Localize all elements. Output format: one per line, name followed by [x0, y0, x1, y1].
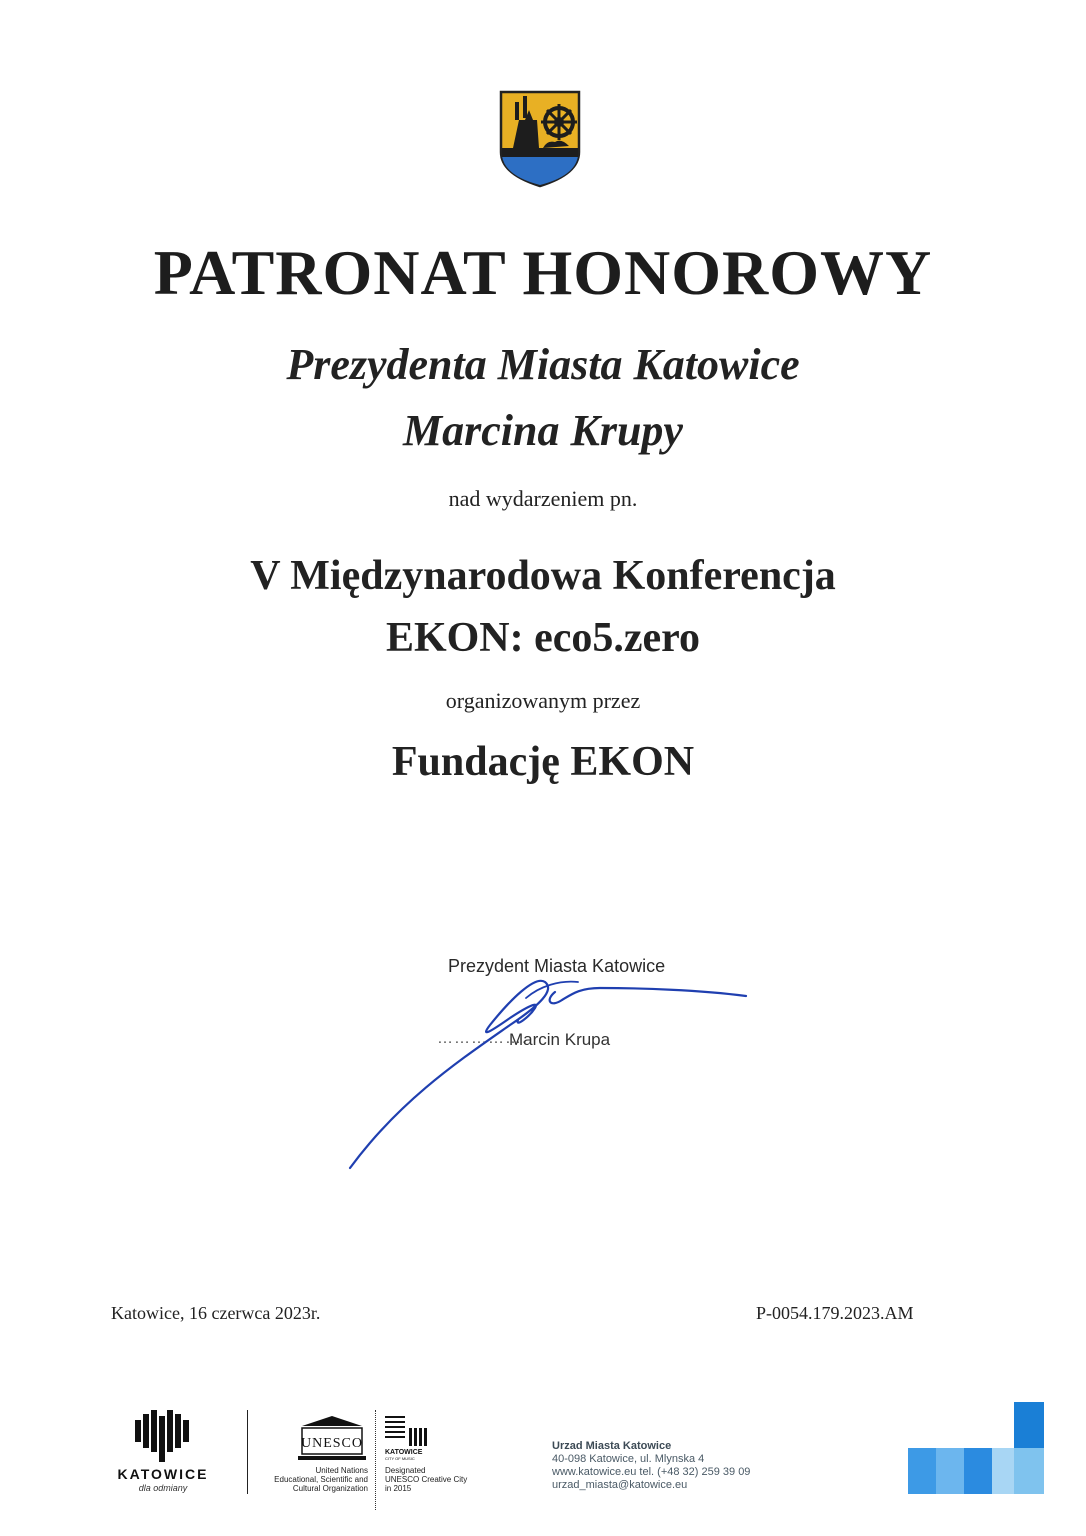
office-contact [552, 1440, 750, 1492]
music-line-3: in 2015 [385, 1484, 412, 1493]
unesco-line-3: Cultural Organization [292, 1484, 368, 1493]
event-name-line-2: EKON: eco5.zero [385, 615, 701, 661]
signature-name: Marcin Krupa [509, 1030, 611, 1049]
patron-line-2: Marcina Krupy [403, 406, 683, 455]
patron-line-1: Prezydenta Miasta Katowice [286, 340, 800, 389]
decorative-blue-blocks [908, 1402, 1048, 1494]
katowice-logo-name: KATOWICE [117, 1466, 209, 1482]
organized-by-text: organizowanym przez [445, 688, 641, 713]
handwritten-signature [340, 970, 760, 1180]
music-line-2: UNESCO Creative City [385, 1475, 468, 1484]
event-name-line-1: V Międzynarodowa Konferencja [250, 553, 836, 599]
unesco-caption [252, 1466, 368, 1493]
organizer-name: Fundację EKON [391, 739, 695, 785]
city-of-music-caption [385, 1466, 467, 1493]
office-name: Urzad Miasta Katowice [552, 1440, 672, 1452]
music-line-1: Designated [385, 1466, 426, 1475]
footer-divider [247, 1410, 248, 1494]
svg-text:UNESCO: UNESCO [300, 1436, 364, 1451]
unesco-line-2: Educational, Scientific and [274, 1475, 368, 1484]
katowice-logo-icon [133, 1410, 193, 1462]
office-web-phone: www.katowice.eu tel. (+48 32) 259 39 09 [552, 1466, 751, 1478]
unesco-line-1: United Nations [315, 1466, 368, 1475]
katowice-coat-of-arms [499, 90, 581, 188]
office-email: urzad_miasta@katowice.eu [552, 1479, 688, 1491]
signature-dots: ……………. [437, 1030, 528, 1047]
place-and-date: Katowice, 16 czerwca 2023r. [111, 1303, 321, 1323]
document-title: PATRONAT HONOROWY [153, 237, 933, 308]
katowice-logo-tagline: dla odmiany [138, 1483, 188, 1493]
signature-title: Prezydent Miasta Katowice [448, 956, 666, 976]
city-of-music-heading: KATOWICE [385, 1449, 423, 1456]
footer-dotted-divider [375, 1410, 376, 1510]
office-address: 40-098 Katowice, ul. Mlynska 4 [552, 1453, 705, 1465]
over-event-text: nad wydarzeniem pn. [448, 486, 638, 511]
unesco-temple-logo-icon [296, 1414, 368, 1462]
city-of-music-logo-icon [385, 1414, 429, 1448]
city-of-music-subheading: CITY OF MUSIC [385, 1456, 415, 1461]
reference-number: P-0054.179.2023.AM [756, 1303, 914, 1323]
